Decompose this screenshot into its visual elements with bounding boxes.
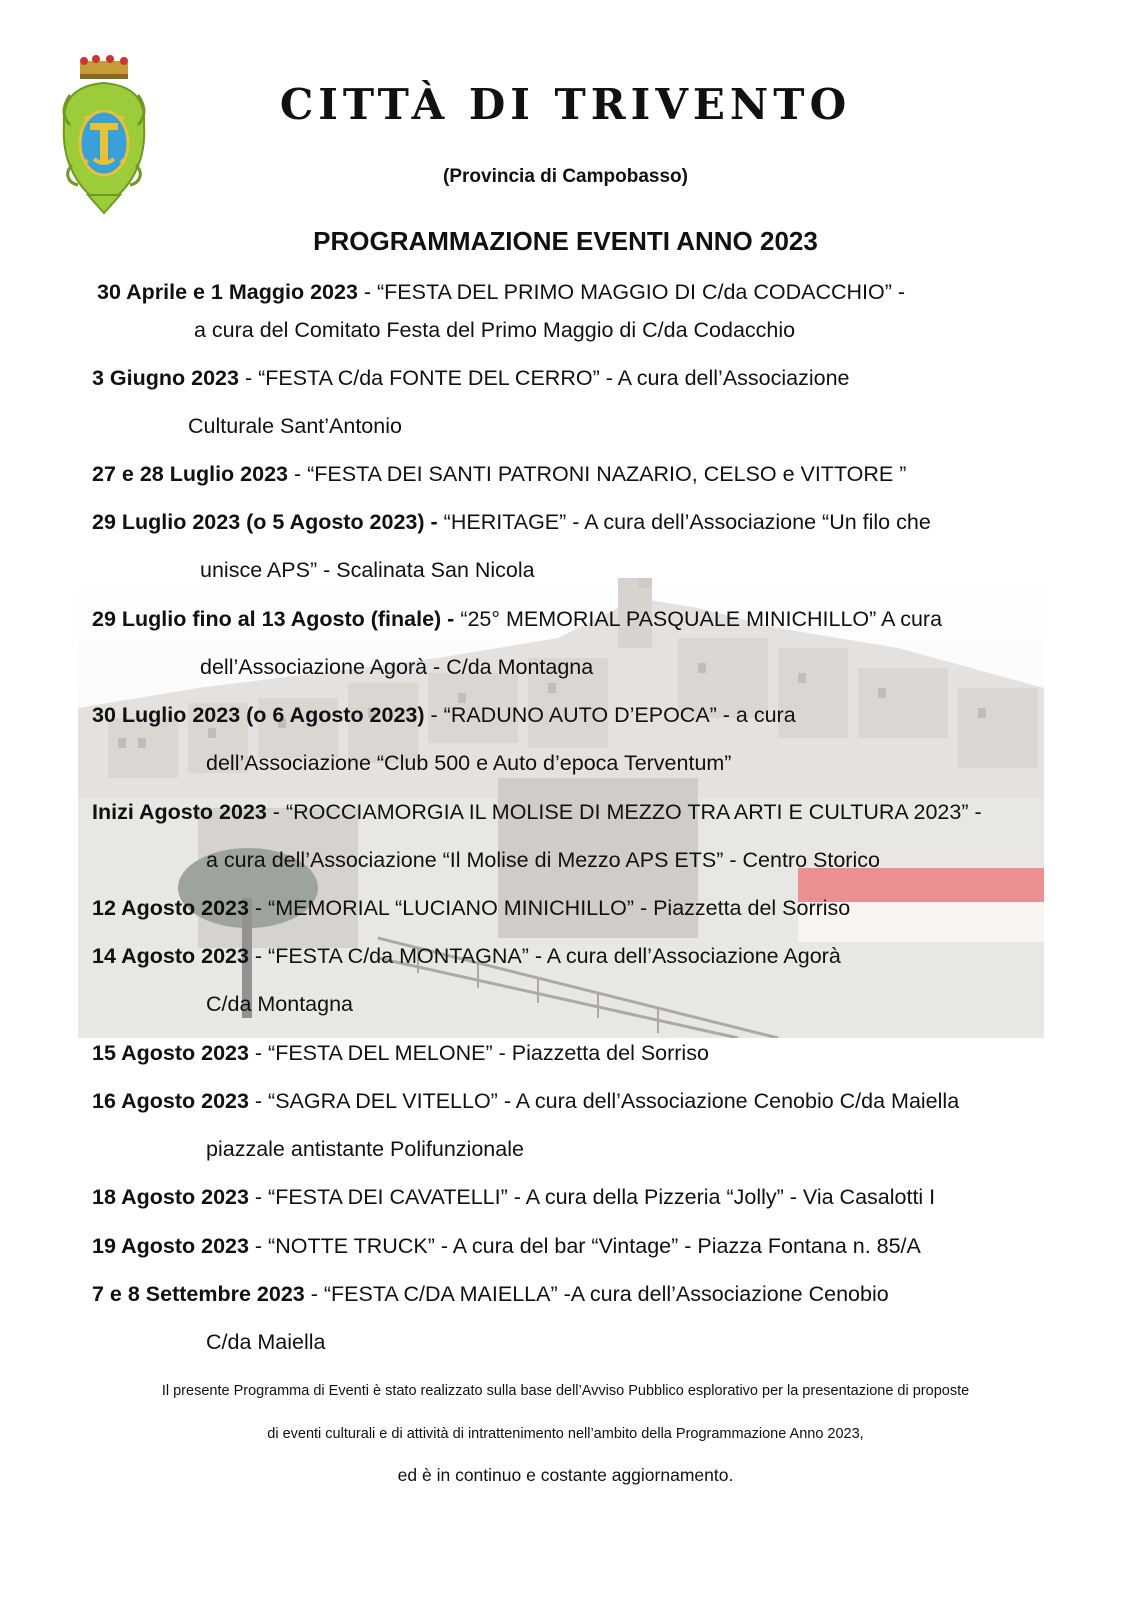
event-7-continuation: a cura dell’Associazione “Il Molise di Mezzo APS ETS” - Centro Storico — [206, 848, 880, 872]
event-8-line: 12 Agosto 2023 - “MEMORIAL “LUCIANO MINICHILLO” - Piazzetta del Sorriso — [92, 896, 851, 920]
event-5-continuation: dell’Associazione Agorà - C/da Montagna — [200, 655, 594, 679]
event-3-line: 27 e 28 Luglio 2023 - “FESTA DEI SANTI PATRONI NAZARIO, CELSO e VITTORE ” — [92, 462, 907, 486]
event-6-line: 30 Luglio 2023 (o 6 Agosto 2023) - “RADUNO AUTO D’EPOCA” - a cura — [92, 703, 796, 727]
footer-note-line-1: Il presente Programma di Eventi è stato realizzato sulla base dell’Avviso Pubblico esplorativo per la presentazione di proposte — [161, 1383, 970, 1399]
event-10-line: 15 Agosto 2023 - “FESTA DEL MELONE” - Piazzetta del Sorriso — [92, 1041, 709, 1065]
footer-note-line-3: ed è in continuo e costante aggiornamento. — [397, 1465, 734, 1485]
event-11-continuation: piazzale antistante Polifunzionale — [206, 1137, 524, 1161]
page-title: CITTÀ DI TRIVENTO — [279, 80, 852, 129]
event-5-line: 29 Luglio fino al 13 Agosto (finale) - “25° MEMORIAL PASQUALE MINICHILLO” A cura — [92, 607, 943, 631]
events-heading: PROGRAMMAZIONE EVENTI ANNO 2023 — [313, 226, 818, 256]
event-1-continuation: a cura del Comitato Festa del Primo Maggio di C/da Codacchio — [194, 318, 796, 342]
event-1-line: 30 Aprile e 1 Maggio 2023 - “FESTA DEL PRIMO MAGGIO DI C/da CODACCHIO” - — [97, 280, 906, 304]
event-2-continuation: Culturale Sant’Antonio — [188, 414, 402, 438]
event-14-line: 7 e 8 Settembre 2023 - “FESTA C/DA MAIELLA” -A cura dell’Associazione Cenobio — [92, 1282, 889, 1306]
event-4-continuation: unisce APS” - Scalinata San Nicola — [200, 558, 535, 582]
svg-text:✦: ✦ — [82, 113, 91, 124]
coat-of-arms-icon — [58, 55, 150, 215]
event-14-continuation: C/da Maiella — [206, 1330, 326, 1354]
svg-text:✦: ✦ — [118, 157, 127, 168]
event-6-continuation: dell’Associazione “Club 500 e Auto d’epoca Terventum” — [206, 751, 732, 775]
event-11-line: 16 Agosto 2023 - “SAGRA DEL VITELLO” - A cura dell’Associazione Cenobio C/da Maiella — [92, 1089, 960, 1113]
event-13-line: 19 Agosto 2023 - “NOTTE TRUCK” - A cura del bar “Vintage” - Piazza Fontana n. 85/A — [92, 1234, 921, 1258]
svg-text:✦: ✦ — [118, 113, 127, 124]
event-9-line: 14 Agosto 2023 - “FESTA C/da MONTAGNA” - A cura dell’Associazione Agorà — [92, 944, 841, 968]
event-7-line: Inizi Agosto 2023 - “ROCCIAMORGIA IL MOLISE DI MEZZO TRA ARTI E CULTURA 2023” - — [92, 800, 982, 824]
svg-text:✦: ✦ — [82, 157, 91, 168]
footer-note-line-2: di eventi culturali e di attività di intrattenimento nell’ambito della Programmazione Anno 2023, — [267, 1426, 864, 1442]
event-2-line: 3 Giugno 2023 - “FESTA C/da FONTE DEL CERRO” - A cura dell’Associazione — [92, 366, 850, 390]
event-4-line: 29 Luglio 2023 (o 5 Agosto 2023) - “HERITAGE” - A cura dell’Associazione “Un filo che — [92, 510, 931, 534]
event-9-continuation: C/da Montagna — [206, 992, 354, 1016]
event-12-line: 18 Agosto 2023 - “FESTA DEI CAVATELLI” - A cura della Pizzeria “Jolly” - Via Casalotti I — [92, 1185, 936, 1209]
province-subtitle: (Provincia di Campobasso) — [443, 166, 688, 187]
